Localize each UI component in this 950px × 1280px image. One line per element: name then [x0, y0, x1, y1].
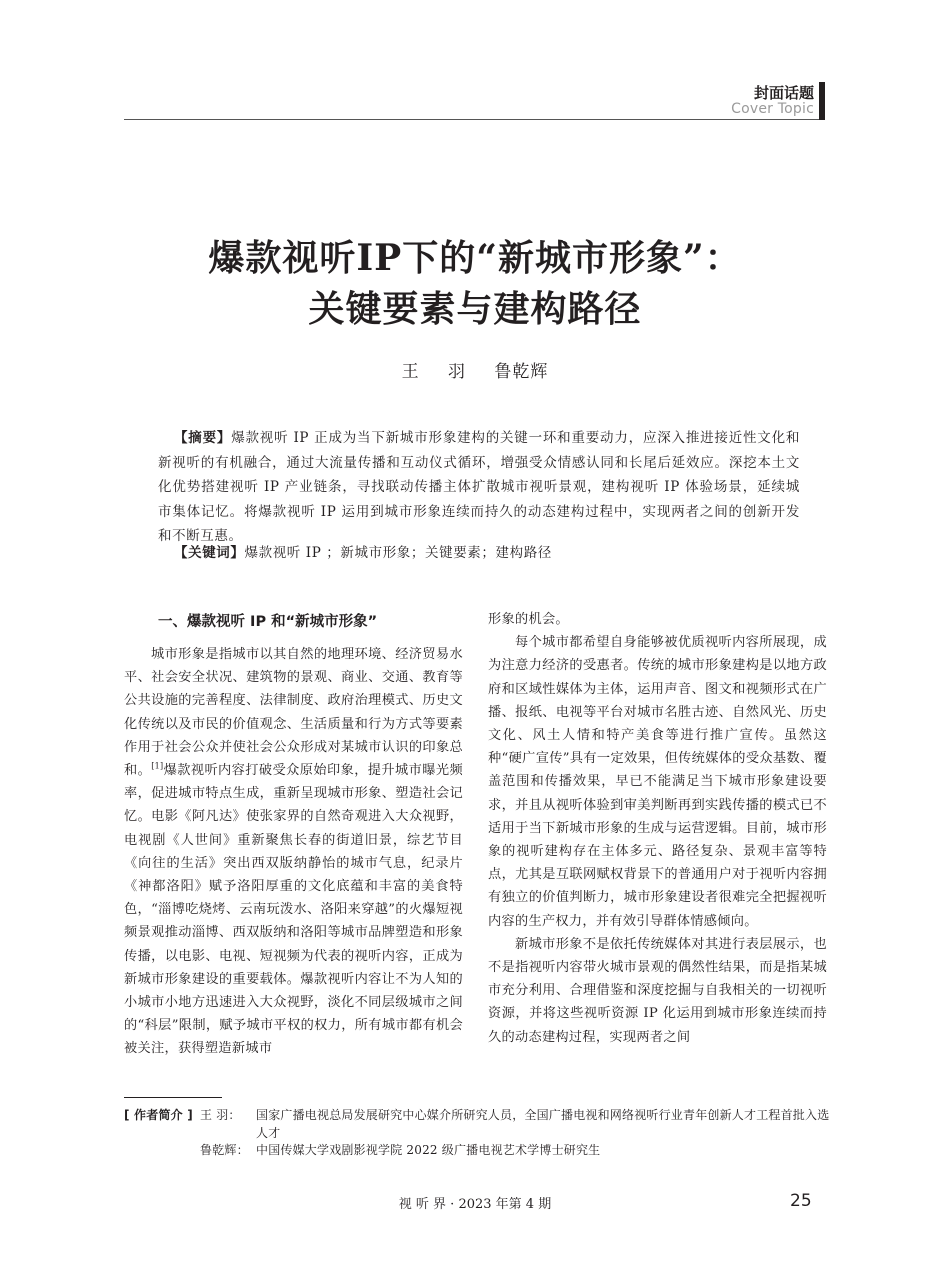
authors: 王 羽 鲁乾辉 — [401, 362, 549, 382]
author2-name: 鲁乾辉： — [200, 1143, 249, 1157]
abstract — [158, 426, 800, 549]
section-label-en: Cover Topic — [731, 101, 814, 117]
left-column — [124, 643, 463, 1061]
author1-name: 王 羽： — [200, 1108, 241, 1122]
paragraph-text: 爆款视听内容打破受众原始印象，提升城市曝光频率，促进城市特点生成，重新呈现城市形象、塑造社会记忆。电影《阿凡达》使张家界的自然奇观进入大众视野，电视剧《人世间》重新聚焦长春的街道旧景，综艺节目《向往的生活》突出西双版纳静怡的城市气息，纪录片《神都洛阳》赋予洛阳厚重的文化底蕴和丰富的美食特色，“淄博吃烧烤、云南玩泼水、洛阳来穿越”的火爆短视频景观推动淄博、西双版纳和洛阳等城市品牌塑造和形象传播，以电影、电视、短视频为代表的视听内容，正成为新城市形象建设的重要载体。爆款视听内容让不为人知的小城市小地方迅速进入大众视野，淡化不同层级城市之间的“科层”限制，赋予城市平权的权力，所有城市都有机会被关注，获得塑造新城市 — [124, 763, 463, 1057]
author-bio-label: [ 作者简介 ] — [124, 1108, 193, 1122]
journal-footer: 视 听 界 · 2023 年第 4 期 — [398, 1197, 552, 1212]
author2-bio: 中国传媒大学戏剧影视学院 2022 级广播电视艺术学博士研究生 — [256, 1143, 601, 1157]
section-heading: 一、爆款视听 IP 和“新城市形象” — [158, 614, 378, 630]
article-title-line2: 关键要素与建构路径 — [308, 288, 642, 330]
paragraph: 新城市形象不是依托传统媒体对其进行表层展示，也不是指视听内容带火城市景观的偶然性结果，而是指某城市充分利用、合理借鉴和深度挖掘与自我相关的一切视听资源，并将这些视听资源 IP 化运用到城市形象连续而持久的动态建构过程，实现两者之间 — [488, 936, 827, 1045]
abstract-label: 【摘要】 — [174, 430, 232, 446]
abstract-text: 爆款视听 IP 正成为当下新城市形象建构的关键一环和重要动力，应深入推进接近性文化和新视听的有机融合，通过大流量传播和互动仪式循环，增强受众情感认同和长尾后延效应。深挖本土文化优势搭建视听 IP 产业链条，寻找联动传播主体扩散城市视听景观，建构视听 IP 体验场景，延续城市集体记忆。将爆款视听 IP 运用到城市形象连续而持久的动态建构过程中，实现两者之间的创新开发和不断互惠。 — [158, 430, 800, 544]
citation-ref: [1] — [151, 761, 164, 771]
paragraph: 每个城市都希望自身能够被优质视听内容所展现，成为注意力经济的受惠者。传统的城市形象建构是以地方政府和区域性媒体为主体，运用声音、图文和视频形式在广播、报纸、电视等平台对城市名胜古迹、自然风光、历史文化、风土人情和特产美食等进行推广宣传。虽然这种“硬广宣传”具有一定效果，但传统媒体的受众基数、覆盖范围和传播效果，早已不能满足当下城市形象建设要求，并且从视听体验到审美判断再到实践传播的模式已不适用于当下新城市形象的生成与运营逻辑。目前，城市形象的视听建构存在主体多元、路径复杂、景观丰富等特点，尤其是互联网赋权背景下的普通用户对于视听内容拥有独立的价值判断力，城市形象建设者很难完全把握视听内容的生产权力，并有效引导群体情感倾向。 — [488, 635, 827, 929]
paragraph — [124, 643, 463, 1061]
author1-bio: 国家广播电视总局发展研究中心媒介所研究人员，全国广播电视和网络视听行业青年创新人才工程首批入选人才 — [256, 1108, 830, 1140]
keywords-text: 爆款视听 IP ；新城市形象；关键要素；建构路径 — [244, 545, 552, 561]
keywords-label: 【关键词】 — [174, 545, 245, 561]
paragraph: 形象的机会。 — [488, 612, 569, 627]
section-label: 封面话题 — [753, 84, 814, 102]
footnote-rule — [124, 1097, 222, 1098]
header-rule — [124, 119, 819, 120]
header-accent-bar — [819, 82, 825, 120]
paragraph-text: 城市形象是指城市以其自然的地理环境、经济贸易水平、社会安全状况、建筑物的景观、商业、交通、教育等公共设施的完善程度、法律制度、政府治理模式、历史文化传统以及市民的价值观念、生活质量和行为方式等要素作用于社会公众并使社会公众形成对某城市认识的印象总和。 — [124, 647, 463, 779]
page-number: 25 — [790, 1191, 812, 1211]
keywords — [158, 541, 800, 566]
article-title-line1: 爆款视听IP下的“新城市形象”： — [208, 237, 742, 279]
right-column — [488, 608, 827, 1049]
